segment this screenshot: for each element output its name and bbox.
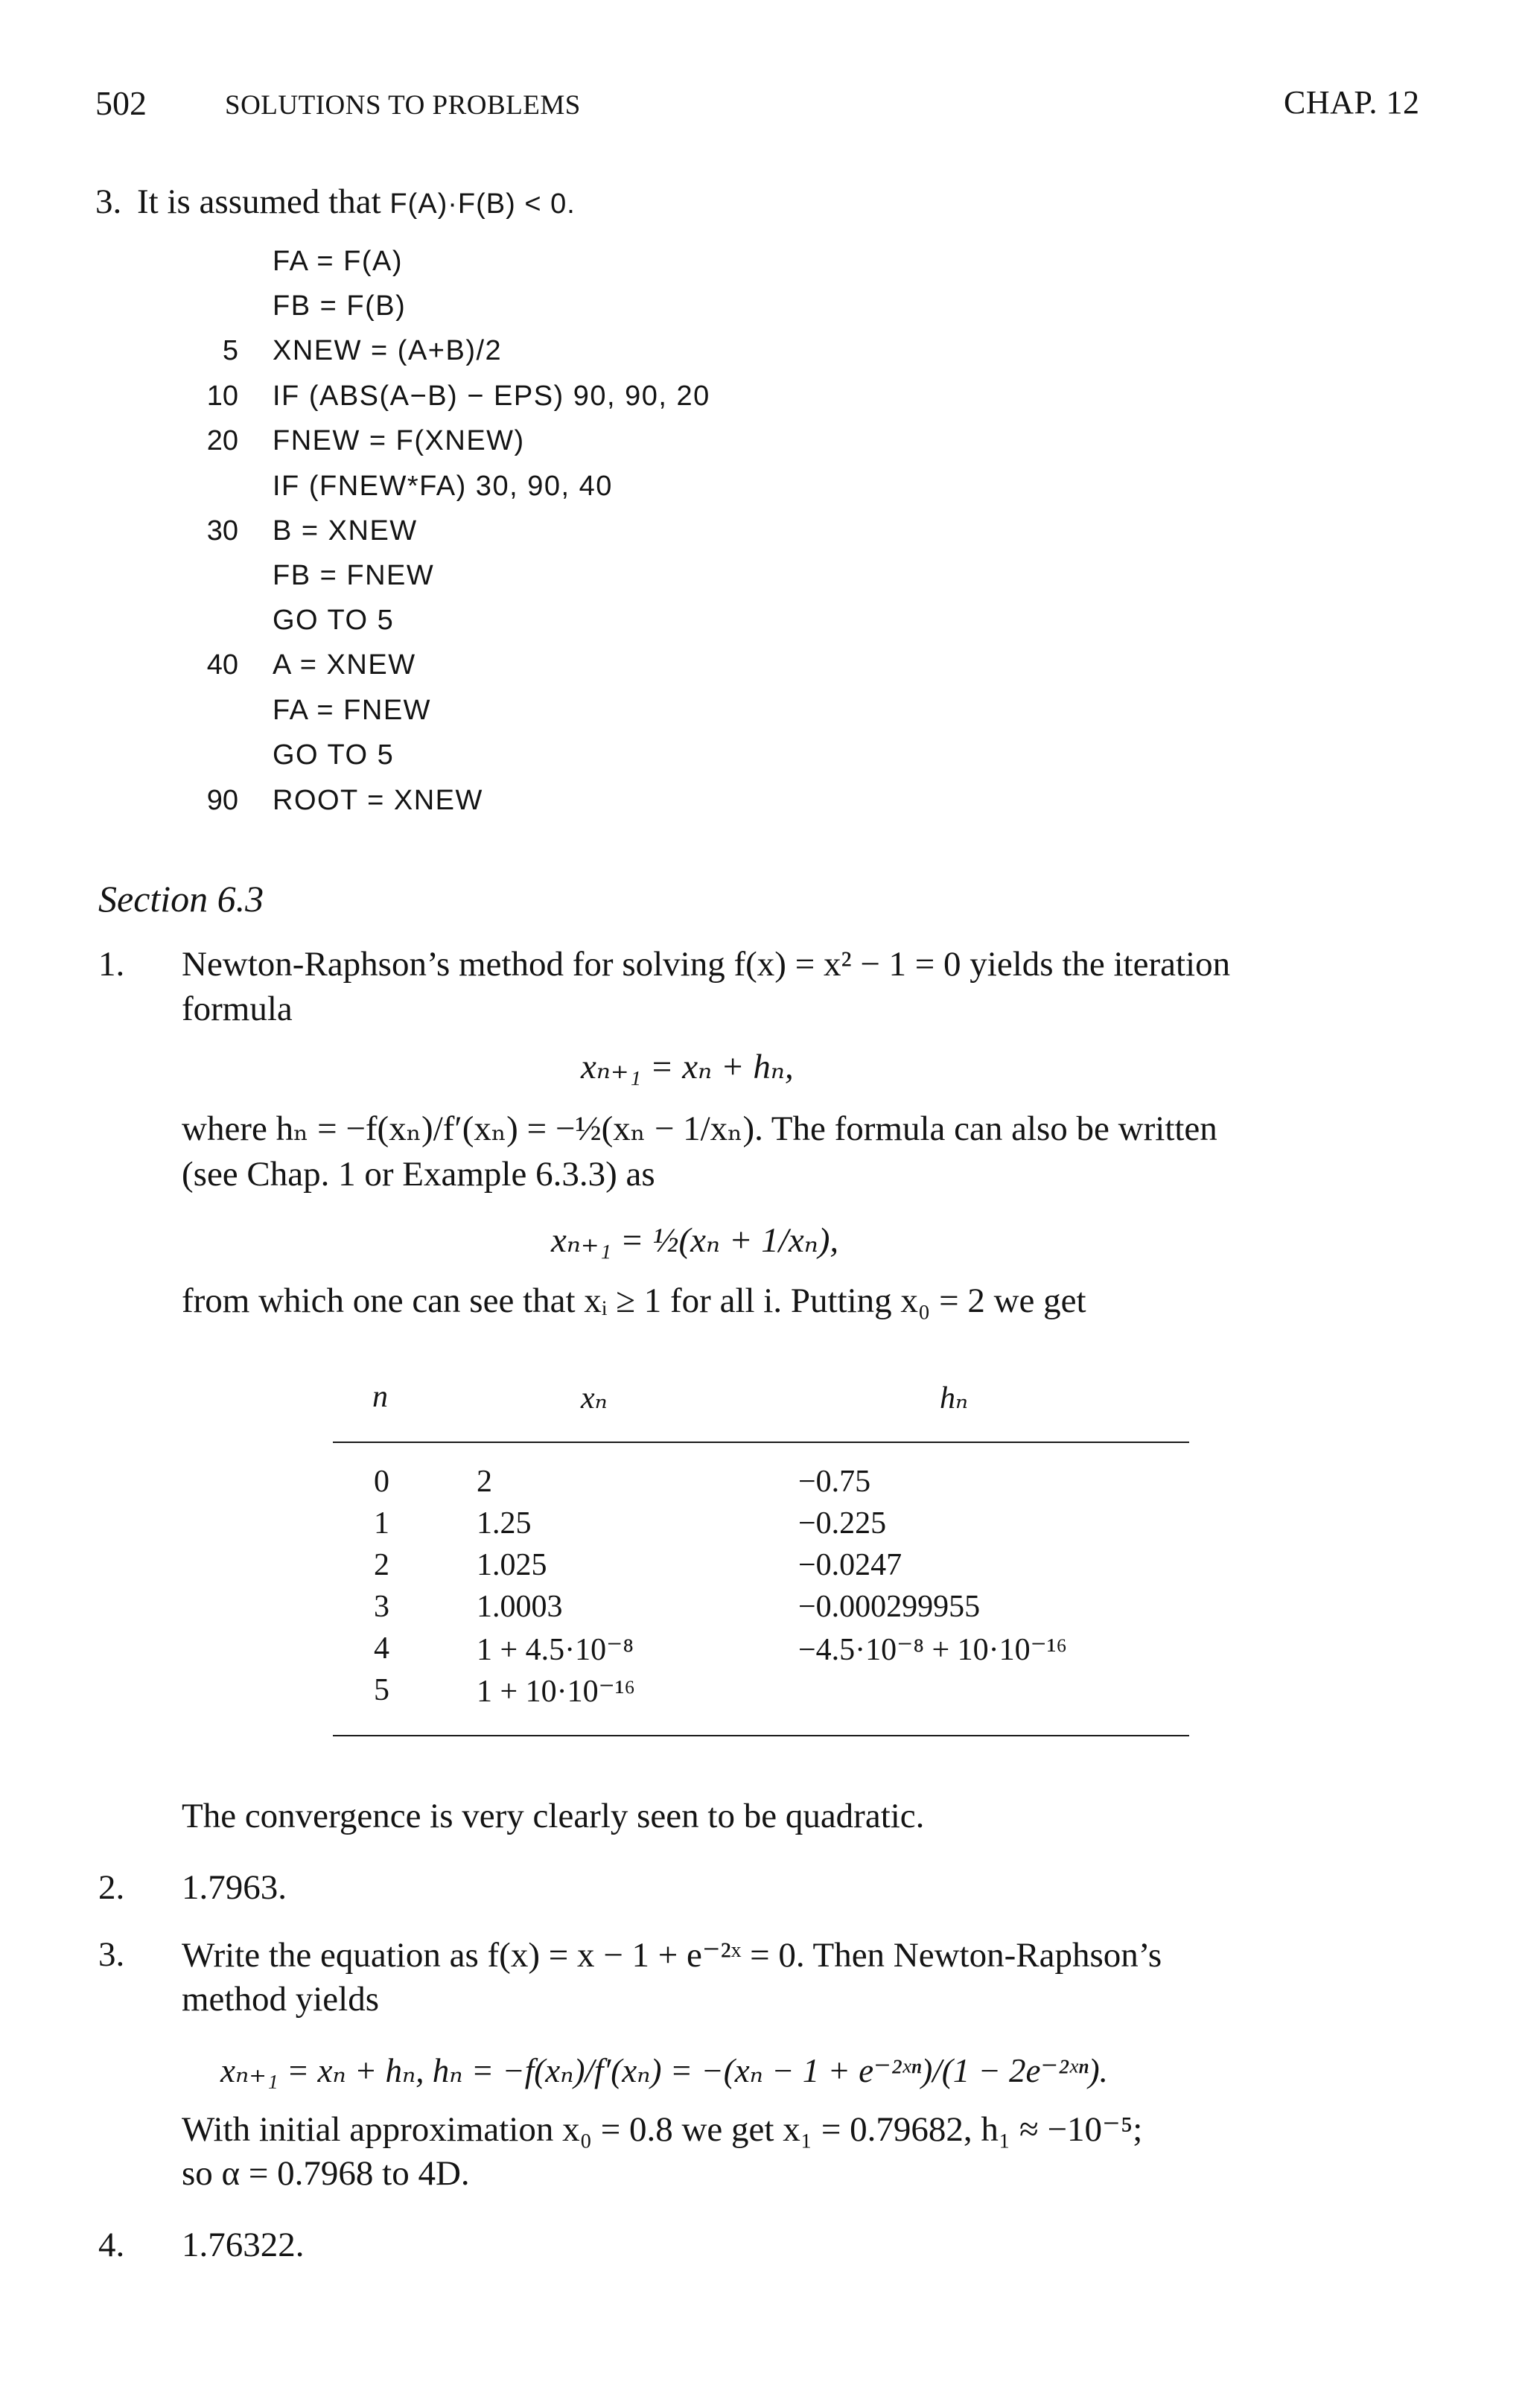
paragraph-line: (see Chap. 1 or Example 6.3.3) as <box>182 1155 655 1194</box>
problem-number: 2. <box>98 1868 125 1907</box>
page-number: 502 <box>95 84 147 122</box>
problem-number: 1. <box>98 945 125 984</box>
code-label: 10 <box>206 380 238 412</box>
code-line: FB = FNEW <box>273 560 435 591</box>
paragraph-line: With initial approximation x₀ = 0.8 we get x₁ = 0.79682, h₁ ≈ −10⁻⁵; <box>182 2110 1143 2149</box>
code-line: B = XNEW <box>273 515 418 547</box>
code-line: GO TO 5 <box>273 739 395 771</box>
table-cell: −0.0247 <box>798 1548 902 1582</box>
code-line: ROOT = XNEW <box>273 785 483 816</box>
paragraph-line: Newton-Raphson’s method for solving f(x) = x² − 1 = 0 yields the iteration <box>182 945 1231 984</box>
code-label: 5 <box>222 335 238 366</box>
paragraph-line: Write the equation as f(x) = x − 1 + e⁻²ˣ = 0. Then Newton-Raphson’s <box>182 1936 1162 1975</box>
table-cell: −0.75 <box>798 1465 871 1499</box>
code-line: IF (FNEW*FA) 30, 90, 40 <box>273 471 613 502</box>
code-label: 90 <box>206 785 238 816</box>
section-heading: Section 6.3 <box>98 878 264 920</box>
problem-number: 3. <box>95 182 122 221</box>
table-cell: 4 <box>374 1631 389 1666</box>
table-cell: −4.5·10⁻⁸ + 10·10⁻¹⁶ <box>798 1633 1068 1667</box>
table-cell: 3 <box>374 1590 389 1624</box>
table-rule-bottom <box>333 1735 1189 1736</box>
answer-value: 1.7963. <box>182 1868 287 1907</box>
problem-number: 4. <box>98 2226 125 2264</box>
display-formula: xₙ₊₁ = xₙ + hₙ, hₙ = −f(xₙ)/f′(xₙ) = −(xₙ − 1 + e⁻²ˣⁿ)/(1 − 2e⁻²ˣⁿ). <box>220 2052 1108 2089</box>
table-cell: 0 <box>374 1465 389 1499</box>
code-line: FB = F(B) <box>273 290 407 322</box>
paragraph-line: so α = 0.7968 to 4D. <box>182 2154 470 2193</box>
table-cell: 1 + 4.5·10⁻⁸ <box>477 1633 634 1667</box>
display-formula: xₙ₊₁ = ½(xₙ + 1/xₙ), <box>551 1221 839 1260</box>
problem-condition: F(A)·F(B) < 0. <box>389 188 576 220</box>
chapter-label: CHAP. 12 <box>1284 84 1420 121</box>
display-formula: xₙ₊₁ = xₙ + hₙ, <box>581 1048 794 1086</box>
paragraph-line: method yields <box>182 1980 379 2019</box>
code-line: FNEW = F(XNEW) <box>273 425 525 456</box>
table-cell: 5 <box>374 1673 389 1707</box>
code-line: IF (ABS(A−B) − EPS) 90, 90, 20 <box>273 380 710 412</box>
problem-number: 3. <box>98 1935 125 1974</box>
code-line: GO TO 5 <box>273 605 395 636</box>
paragraph-line: from which one can see that xᵢ ≥ 1 for all i. Putting x₀ = 2 we get <box>182 1281 1086 1320</box>
code-line: FA = F(A) <box>273 246 404 277</box>
table-cell: 1.25 <box>477 1506 532 1541</box>
table-cell: −0.225 <box>798 1506 887 1541</box>
code-label: 20 <box>206 425 238 456</box>
code-line: FA = FNEW <box>273 695 432 726</box>
table-cell: −0.000299955 <box>798 1590 981 1624</box>
table-cell: 2 <box>374 1548 389 1582</box>
table-header-h: hₙ <box>940 1381 969 1415</box>
table-cell: 1.025 <box>477 1548 547 1582</box>
answer-value: 1.76322. <box>182 2226 305 2264</box>
code-label: 40 <box>206 649 238 681</box>
table-cell: 2 <box>477 1465 492 1499</box>
table-header-n: n <box>372 1380 388 1414</box>
table-cell: 1 <box>374 1506 389 1541</box>
running-title: SOLUTIONS TO PROBLEMS <box>225 90 581 121</box>
table-cell: 1 + 10·10⁻¹⁶ <box>477 1675 636 1709</box>
table-cell: 1.0003 <box>477 1590 563 1624</box>
table-header-x: xₙ <box>581 1381 608 1415</box>
paragraph-line: The convergence is very clearly seen to be quadratic. <box>182 1797 925 1835</box>
code-line: A = XNEW <box>273 649 416 681</box>
paragraph-line: formula <box>182 990 293 1028</box>
problem-text-prefix: It is assumed that <box>137 182 390 221</box>
code-label: 30 <box>206 515 238 547</box>
code-line: XNEW = (A+B)/2 <box>273 335 503 366</box>
paragraph-line: where hₙ = −f(xₙ)/f′(xₙ) = −½(xₙ − 1/xₙ). The formula can also be written <box>182 1109 1217 1148</box>
problem-text <box>137 182 576 222</box>
table-rule-top <box>333 1442 1189 1443</box>
